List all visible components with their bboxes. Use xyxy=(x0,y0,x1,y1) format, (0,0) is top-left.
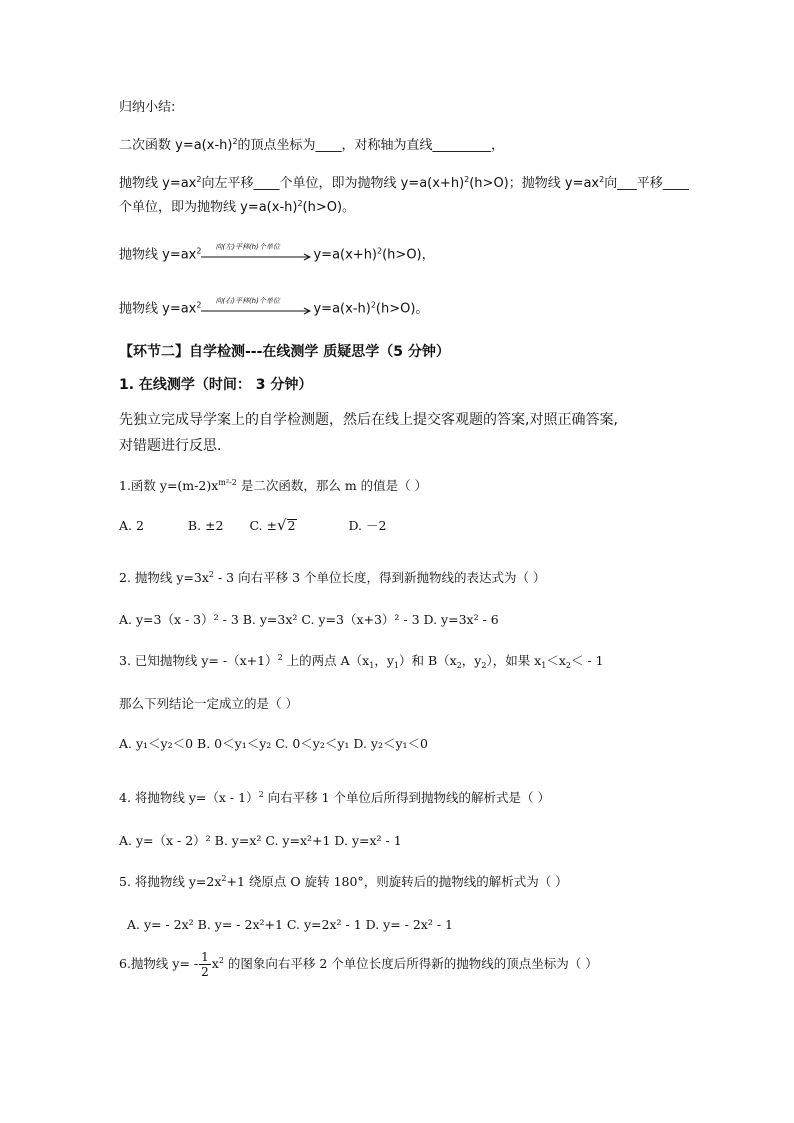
fraction-one-half: $\frac{1}{2}$ xyxy=(201,950,209,979)
q1-option-b: B. ±2 xyxy=(187,518,224,533)
section-subtitle: 1. 在线测学（时间： 3 分钟） xyxy=(119,377,313,393)
summary-heading: 归纳小结: xyxy=(119,100,176,115)
instruction-line-1: 先独立完成导学案上的自学检测题，然后在线上提交客观题的答案,对照正确答案, xyxy=(119,412,618,428)
question-6-stem: 6.抛物线 y= - $\frac{1}{2}$ $x^2$ 的图象向右平移 2 个单位长度后所得新的抛物线的顶点坐标为（ ） xyxy=(119,950,598,979)
question-3-line-2: 那么下列结论一定成立的是（ ） xyxy=(119,696,298,711)
summary-line-vertex: 二次函数 $y=a(x-h)^2$的顶点坐标为____，对称轴为直线_________， xyxy=(119,137,505,153)
question-5-stem: 5. 将抛物线 $y=2x^2+1$ 绕原点 O 旋转 180°，则旋转后的抛物线的解析式为（ ） xyxy=(119,874,568,889)
question-3-stem: 3. 已知抛物线 $y= -(x+1)^2$ 上的两点 $A(x_1$，$y_1$）和 $B(x_2$，$y_2$），如果 $x_1<x_2< - 1$ xyxy=(119,653,604,670)
question-2-stem: 2. 抛物线 $y=3x^2 - 3$ 向右平移 3 个单位长度，得到新抛物线的表达式为（ ） xyxy=(119,570,546,585)
arrow-right-icon: 向(左)平移(h)个单位 xyxy=(201,248,313,262)
question-4-stem: 4. 将抛物线 y=（x - 1）$^2$ 向右平移 1 个单位后所得到抛物线的解析式是（ ） xyxy=(119,790,551,805)
question-1-options xyxy=(119,518,386,533)
q1-option-c: C. ±√2 xyxy=(249,516,296,534)
q1-option-a: A. 2 xyxy=(119,518,144,533)
q1-option-d: D. －2 xyxy=(348,518,387,533)
arrow-rule-left: 抛物线 $y=ax^2$ 向(左)平移(h)个单位 $y=a(x+h)^2(h>O)$， xyxy=(119,243,435,263)
arrow-right-icon: 向(右)平移(h)个单位 xyxy=(201,302,313,316)
question-1-stem: 1.函数 $y=(m-2)x^{m^2-2}$ 是二次函数，那么 m 的值是（ ） xyxy=(119,478,428,493)
question-3-options: A. y₁＜y₂＜0 B. 0＜y₁＜y₂ C. 0＜y₂＜y₁ D. y₂＜y₁＜0 xyxy=(119,736,429,751)
summary-line-shift: 抛物线 $y=ax^2$向左平移____个单位，即为抛物线 $y=a(x+h)^2(h>O)$；抛物线 $y=ax^2$向___平移____ xyxy=(119,175,689,191)
instruction-line-2: 对错题进行反思. xyxy=(119,438,222,454)
question-5-options: A. y= - 2x² B. y= - 2x²+1 C. y=2x² - 1 D. y= - 2x² - 1 xyxy=(127,917,453,932)
question-4-options: A. y=（x - 2）² B. y=x² C. y=x²+1 D. y=x² - 1 xyxy=(119,833,402,848)
question-2-options: A. y=3（x - 3）² - 3 B. y=3x² C. y=3（x+3）² - 3 D. y=3x² - 6 xyxy=(119,612,499,627)
section-title: 【环节二】自学检测---在线测学 质疑思学（5 分钟） xyxy=(119,344,450,360)
summary-line-shift-cont: 个单位，即为抛物线 $y=a(x-h)^2(h>O)$。 xyxy=(119,199,356,215)
arrow-rule-right: 抛物线 $y=ax^2$ 向(右)平移(h)个单位 $y=a(x-h)^2(h>O)$。 xyxy=(119,297,429,317)
